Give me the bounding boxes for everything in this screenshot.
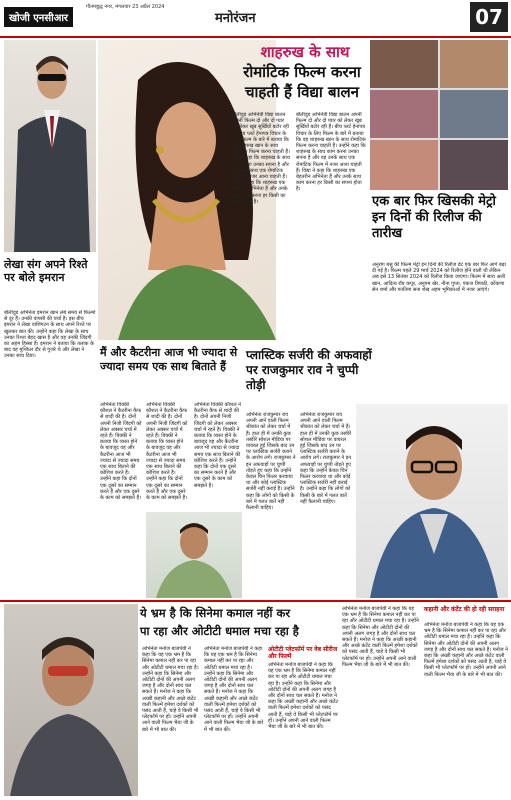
vicky-body-col3: अभिनेता विक्की कौशल ने कैटरीना कैफ से शादी की है। दोनों अपनी निजी जिंदगी को लेकर अक्सर चर्चा में रहते हैं। विक्की ने बताया कि व्यस्त होने के बावजूद वह और कैटरीना आज भी ज्यादा से ज्यादा समय एक साथ बिताने की कोशिश करते हैं। उन्होंने कहा कि दोनों एक दूसरे का सम्मान करते हैं और एक दूसरे के काम को समझते हैं। (194, 402, 241, 489)
manoj-subhead-2: कहानी और कंटेंट की हो रही सराहना (424, 606, 505, 613)
section-title: मनोरंजन (215, 11, 256, 26)
manoj-headline-line2: पा रहा और ओटीटी धमाल मचा रहा है (140, 624, 299, 638)
manoj-body-col5: अभिनेता मनोज बाजपेयी ने कहा कि यह एक भ्रम है कि सिनेमा कमाल नहीं कर पा रहा और ओटीटी धमाल मचा रहा है। उन्होंने कहा कि सिनेमा और ओटीटी दोनों की अपनी अलग जगह है और दोनों साथ चल सकते हैं। मनोज ने कहा कि अच्छी कहानी और अच्छे कंटेंट वाली फिल्में हमेशा दर्शकों को पसंद आती हैं, चाहे वे किसी भी प्लेटफॉर्म पर हों। उन्होंने अपनी आने वाली फिल्म भैया जी के बारे में भी बात की। (424, 622, 508, 678)
manoj-body-col4: अभिनेता मनोज बाजपेयी ने कहा कि यह एक भ्रम है कि सिनेमा कमाल नहीं कर पा रहा और ओटीटी धमाल मचा रहा है। उन्होंने कहा कि सिनेमा और ओटीटी दोनों की अपनी अलग जगह है और दोनों साथ चल सकते हैं। मनोज ने कहा कि अच्छी कहानी और अच्छे कंटेंट वाली फिल्में हमेशा दर्शकों को पसंद आती हैं, चाहे वे किसी भी प्लेटफॉर्म पर हों। उन्होंने अपनी आने वाली फिल्म भैया जी के बारे में भी बात की। (342, 606, 419, 668)
masthead: खोजी एनसीआर (4, 7, 73, 27)
vicky-headline: मैं और कैटरीना आज भी ज्यादा से ज्यादा समय एक साथ बिताते हैं (100, 346, 238, 373)
collage-tile (370, 40, 438, 88)
vidya-headline-line1: शाहरुख के साथ (260, 43, 350, 61)
vicky-body-col2: अभिनेता विक्की कौशल ने कैटरीना कैफ से शादी की है। दोनों अपनी निजी जिंदगी को लेकर अक्सर चर्चा में रहते हैं। विक्की ने बताया कि व्यस्त होने के बावजूद वह और कैटरीना आज भी ज्यादा से ज्यादा समय एक साथ बिताने की कोशिश करते हैं। उन्होंने कहा कि दोनों एक दूसरे का सम्मान करते हैं और एक दूसरे के काम को समझते हैं। (146, 402, 188, 502)
imran-photo (4, 40, 96, 252)
manoj-illustration (4, 604, 138, 796)
collage-tile (440, 90, 508, 138)
vicky-body-col1: अभिनेता विक्की कौशल ने कैटरीना कैफ से शादी की है। दोनों अपनी निजी जिंदगी को लेकर अक्सर चर्चा में रहते हैं। विक्की ने बताया कि व्यस्त होने के बावजूद वह और कैटरीना आज भी ज्यादा से ज्यादा समय एक साथ बिताने की कोशिश करते हैं। उन्होंने कहा कि दोनों एक दूसरे का सम्मान करते हैं और एक दूसरे के काम को समझते हैं। (100, 402, 142, 502)
lekha-headline: लेखा संग अपने रिश्ते पर बोले इमरान (4, 258, 88, 284)
manoj-body-col3: अभिनेता मनोज बाजपेयी ने कहा कि यह एक भ्रम है कि सिनेमा कमाल नहीं कर पा रहा और ओटीटी धमाल मचा रहा है। उन्होंने कहा कि सिनेमा और ओटीटी दोनों की अपनी अलग जगह है और दोनों साथ चल सकते हैं। मनोज ने कहा कि अच्छी कहानी और अच्छे कंटेंट वाली फिल्में हमेशा दर्शकों को पसंद आती हैं, चाहे वे किसी भी प्लेटफॉर्म पर हों। उन्होंने अपनी आने वाली फिल्म भैया जी के बारे में भी बात की। (268, 662, 338, 731)
section-divider (0, 600, 511, 602)
collage-tile (440, 40, 508, 88)
page-number: 07 (470, 2, 508, 32)
rajkummar-headline: प्लास्टिक सर्जरी की अफवाहों पर राजकुमार राव ने चुप्पी तोड़ी (246, 348, 372, 392)
dateline: गौतमबुद्ध नगर, मंगलवार 23 अप्रैल 2024 (86, 4, 165, 10)
rajkummar-illustration (356, 404, 508, 598)
rajkummar-photo (356, 404, 508, 598)
vidya-body-col1: बॉलीवुड अभिनेत्री विद्या बालन अपनी फिल्म दो और दो प्यार को लेकर खूब सुर्खियों बटोर रही हैं। बीच प्लर्ट हेनापत्र विचार के लिए फिल्म के बारे में बताया कि वह शाहरुख खान के साथ रोमांटिक फिल्म करना चाहती हैं। उन्होंने कहा कि शाहरुख के साथ काम करना उनका सपना है और वह उनके साथ एक रोमांटिक फिल्म में नजर आना चाहती हैं। विद्या ने कहा कि शाहरुख एक बेहतरीन अभिनेता हैं और उनके साथ काम करना हर किसी का सपना होता है। (232, 112, 290, 205)
page-header (0, 0, 511, 38)
collage-tile (370, 140, 438, 190)
manoj-headline-line1: ये भ्रम है कि सिनेमा कमाल नहीं कर (140, 606, 291, 620)
rajkummar-body-col2: अभिनेता राजकुमार राव अपनी आने वाली फिल्म श्रीकांत को लेकर चर्चा में हैं। हाल ही में उनकी कुछ तस्वीरें सोशल मीडिया पर वायरल हुई जिसके बाद उन पर प्लास्टिक सर्जरी कराने के आरोप लगे। राजकुमार ने इन अफवाहों पर चुप्पी तोड़ते हुए कहा कि उन्होंने केवल चिन फिलर करवाया था और कोई प्लास्टिक सर्जरी नहीं कराई है। उन्होंने कहा कि लोगों को किसी के बारे में गलत बातें नहीं फैलानी चाहिए। (300, 412, 352, 505)
metro-headline: एक बार फिर खिसकी मेट्रो इन दिनों की रिलीज की तारीख (372, 194, 496, 241)
vidya-headline-line2: रोमांटिक फिल्म करना (243, 63, 361, 81)
manoj-photo (4, 604, 138, 796)
metro-poster-collage (370, 40, 508, 190)
vidya-headline-line3: चाहती हैं विद्या बालन (245, 83, 359, 101)
metro-body: अनुराग बसु की फिल्म मेट्रो इन दिनों की रिलीज डेट एक बार फिर आगे बढ़ा दी गई है। फिल्म पहले 29 मार्च 2024 को रिलीज होने वाली थी लेकिन अब इसे 13 सितंबर 2024 को रिलीज किया जाएगा। फिल्म में सारा अली खान, आदित्य रॉय कपूर, अनुपम खेर, नीना गुप्ता, पंकज त्रिपाठी, कोंकणा सेन शर्मा और फातिमा सना शेख अहम भूमिकाओं में नजर आएंगे। (372, 262, 506, 293)
lekha-body: बॉलीवुड अभिनेता इमरान खान लंबे समय से फिल्मों से दूर हैं। उनकी वापसी की चर्चा है। इस बीच इमरान ने लेखा वाशिंगटन के साथ अपने रिश्ते पर खुलकर बात की। उन्होंने कहा कि लेखा के साथ उनका रिश्ता बेहद खास है और वह उनकी जिंदगी का अहम हिस्सा हैं। इमरान ने बताया कि तलाक के बाद वह मुश्किल दौर से गुजरे थे और लेखा ने उनका साथ दिया। (4, 310, 96, 360)
collage-tile (370, 90, 438, 138)
vicky-illustration (146, 512, 242, 598)
manoj-subhead-1: ओटीटी प्लेटफॉर्म पर वेब सीरीज और फिल्में (268, 646, 338, 660)
vidya-body-col2: बॉलीवुड अभिनेत्री विद्या बालन अपनी फिल्म दो और दो प्यार को लेकर खूब सुर्खियों बटोर रही हैं। बीच प्लर्ट हेनापत्र विचार के लिए फिल्म के बारे में बताया कि वह शाहरुख खान के साथ रोमांटिक फिल्म करना चाहती हैं। उन्होंने कहा कि शाहरुख के साथ काम करना उनका सपना है और वह उनके साथ एक रोमांटिक फिल्म में नजर आना चाहती हैं। विद्या ने कहा कि शाहरुख एक बेहतरीन अभिनेता हैं और उनके साथ काम करना हर किसी का सपना होता है। (296, 112, 366, 193)
collage-tile (440, 140, 508, 190)
imran-illustration (4, 40, 96, 252)
manoj-body-col2: अभिनेता मनोज बाजपेयी ने कहा कि यह एक भ्रम है कि सिनेमा कमाल नहीं कर पा रहा और ओटीटी धमाल मचा रहा है। उन्होंने कहा कि सिनेमा और ओटीटी दोनों की अपनी अलग जगह है और दोनों साथ चल सकते हैं। मनोज ने कहा कि अच्छी कहानी और अच्छे कंटेंट वाली फिल्में हमेशा दर्शकों को पसंद आती हैं, चाहे वे किसी भी प्लेटफॉर्म पर हों। उन्होंने अपनी आने वाली फिल्म भैया जी के बारे में भी बात की। (204, 646, 264, 733)
manoj-body-col1: अभिनेता मनोज बाजपेयी ने कहा कि यह एक भ्रम है कि सिनेमा कमाल नहीं कर पा रहा और ओटीटी धमाल मचा रहा है। उन्होंने कहा कि सिनेमा और ओटीटी दोनों की अपनी अलग जगह है और दोनों साथ चल सकते हैं। मनोज ने कहा कि अच्छी कहानी और अच्छे कंटेंट वाली फिल्में हमेशा दर्शकों को पसंद आती हैं, चाहे वे किसी भी प्लेटफॉर्म पर हों। उन्होंने अपनी आने वाली फिल्म भैया जी के बारे में भी बात की। (142, 646, 199, 733)
rajkummar-body-col1: अभिनेता राजकुमार राव अपनी आने वाली फिल्म श्रीकांत को लेकर चर्चा में हैं। हाल ही में उनकी कुछ तस्वीरें सोशल मीडिया पर वायरल हुई जिसके बाद उन पर प्लास्टिक सर्जरी कराने के आरोप लगे। राजकुमार ने इन अफवाहों पर चुप्पी तोड़ते हुए कहा कि उन्होंने केवल चिन फिलर करवाया था और कोई प्लास्टिक सर्जरी नहीं कराई है। उन्होंने कहा कि लोगों को किसी के बारे में गलत बातें नहीं फैलानी चाहिए। (246, 412, 296, 512)
vicky-photo (146, 512, 242, 598)
